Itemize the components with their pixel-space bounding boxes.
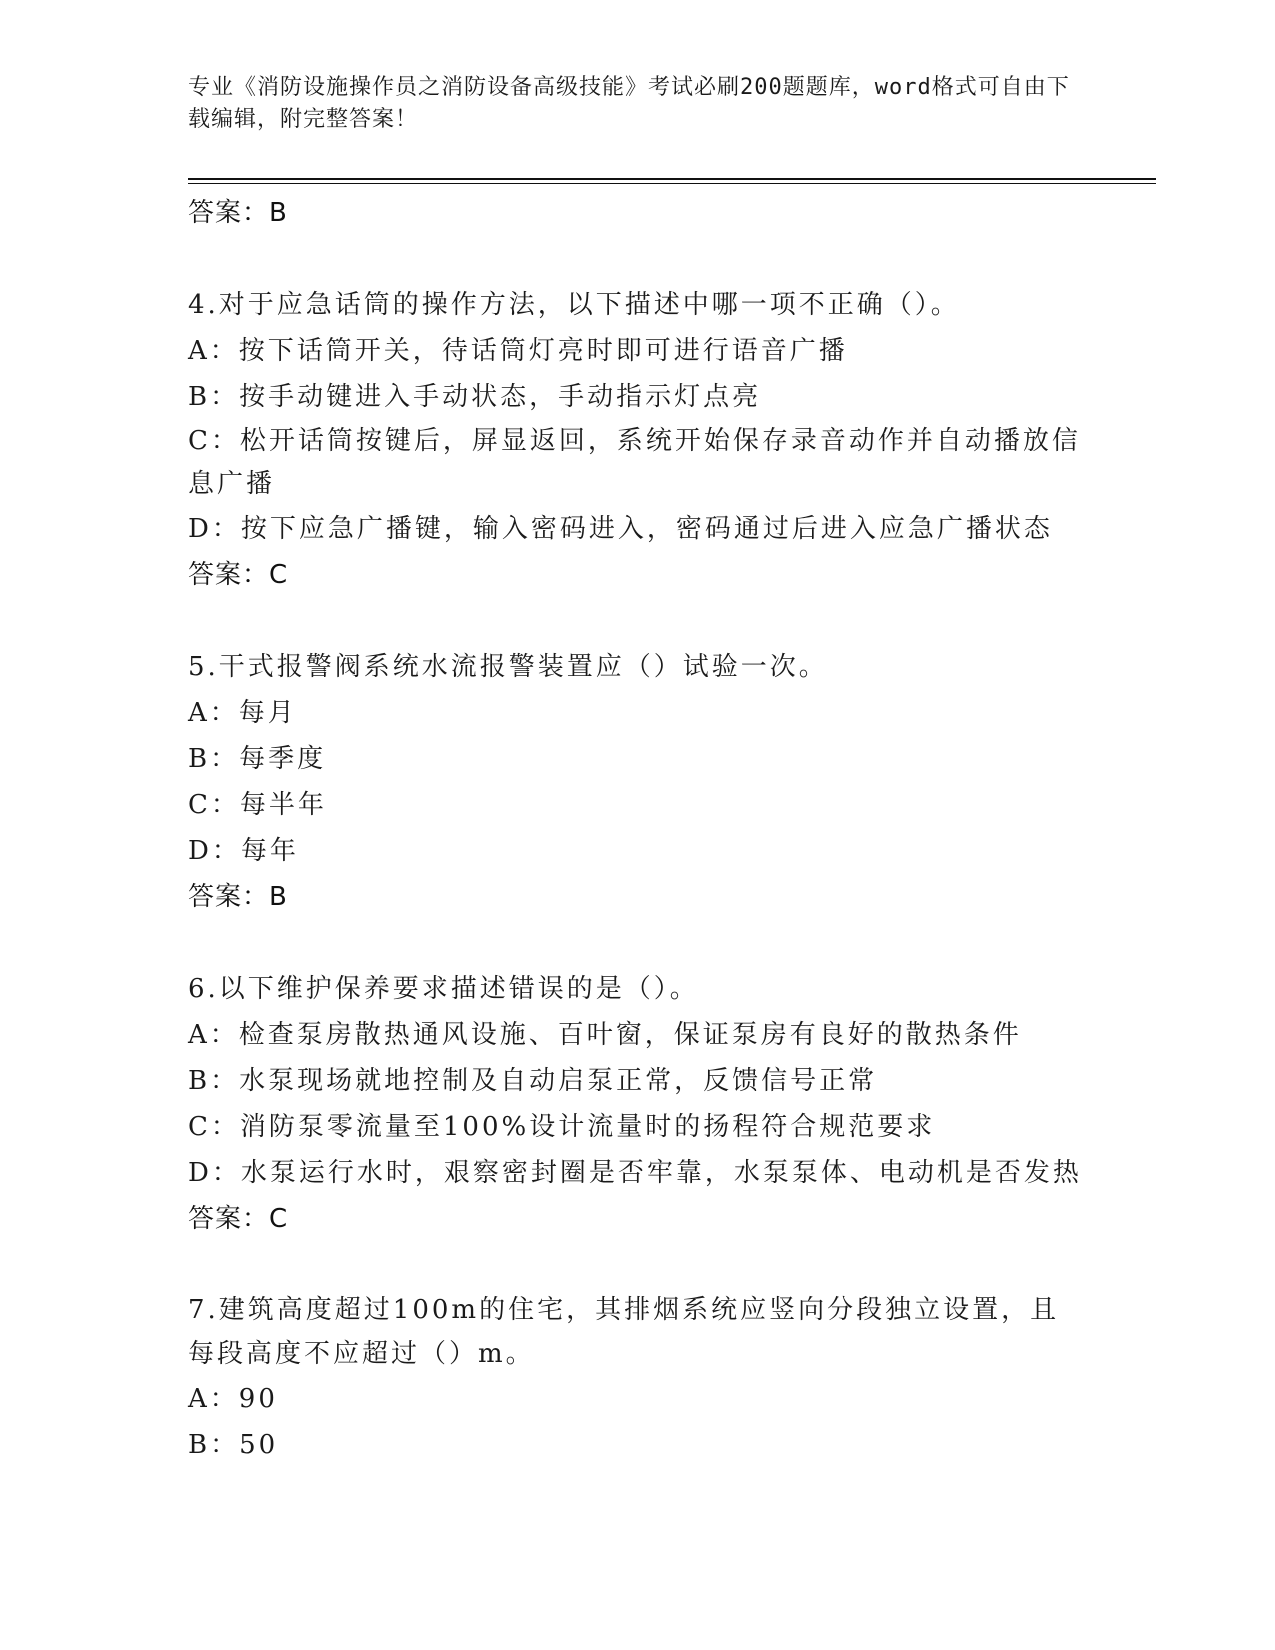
question-6: [188, 966, 1088, 1242]
question-7: [188, 1288, 1088, 1468]
document-body: [188, 190, 1088, 1468]
answer-line: 答案：B: [188, 882, 288, 912]
option-b: B：按手动键进入手动状态，手动指示灯点亮: [188, 382, 762, 412]
option-c: C：松开话筒按键后，屏显返回，系统开始保存录音动作并自动播放信息广播: [188, 426, 1081, 499]
option-a: A：按下话筒开关，待话筒灯亮时即可进行语音广播: [188, 336, 848, 366]
option-d: D：按下应急广播键，输入密码进入，密码通过后进入应急广播状态: [188, 514, 1053, 544]
option-b: B：水泵现场就地控制及自动启泵正常，反馈信号正常: [188, 1066, 878, 1096]
option-a: A：检查泵房散热通风设施、百叶窗，保证泵房有良好的散热条件: [188, 1020, 1022, 1050]
question-title: 5.干式报警阀系统水流报警装置应（）试验一次。: [188, 652, 828, 682]
header-divider-thin: [188, 183, 1156, 184]
option-a: A：每月: [188, 698, 297, 728]
question-5: [188, 644, 1088, 920]
question-title: 4.对于应急话筒的操作方法，以下描述中哪一项不正确（）。: [188, 290, 960, 320]
header-divider-thick: [188, 178, 1156, 180]
question-title: 7.建筑高度超过100m的住宅，其排烟系统应竖向分段独立设置，且每段高度不应超过（）m。: [188, 1295, 1060, 1369]
question-4: [188, 282, 1088, 598]
answer-line: 答案：C: [188, 1204, 289, 1234]
option-b: B：50: [188, 1430, 279, 1460]
option-c: C：消防泵零流量至100%设计流量时的扬程符合规范要求: [188, 1112, 936, 1142]
option-d: D：水泵运行水时，艰察密封圈是否牢靠，水泵泵体、电动机是否发热: [188, 1158, 1082, 1188]
option-b: B：每季度: [188, 744, 327, 774]
document-header: 专业《消防设施操作员之消防设备高级技能》考试必刷200题题库，word格式可自由下载编辑，附完整答案！: [188, 75, 1070, 132]
answer-line: 答案：B: [188, 198, 288, 228]
option-c: C：每半年: [188, 790, 327, 820]
option-d: D：每年: [188, 836, 299, 866]
option-a: A：90: [188, 1384, 278, 1414]
question-title: 6.以下维护保养要求描述错误的是（）。: [188, 974, 699, 1004]
answer-line: 答案：C: [188, 560, 289, 590]
